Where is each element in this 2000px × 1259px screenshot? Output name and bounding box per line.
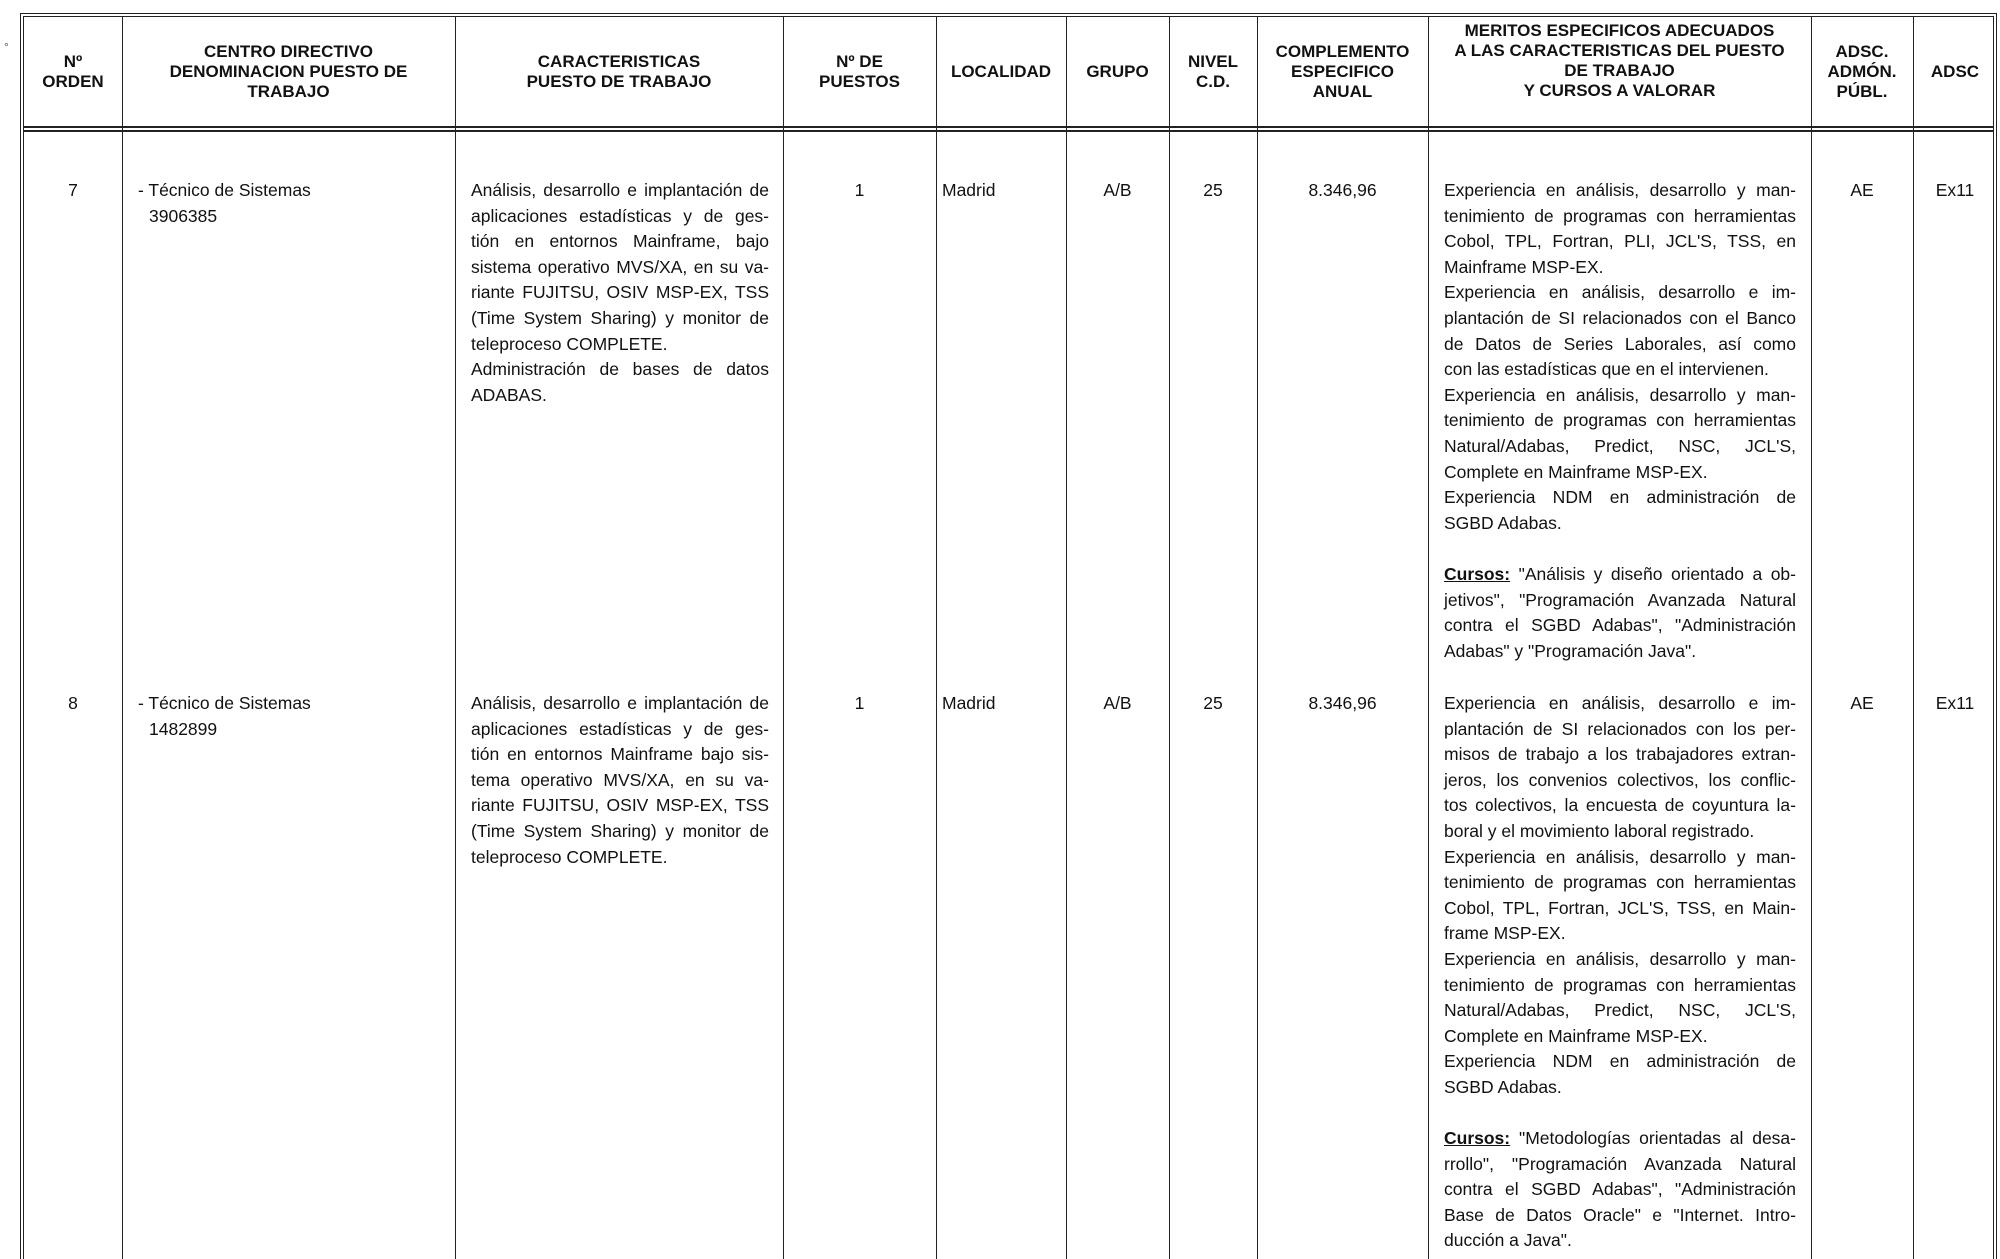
localidad-value: Madrid	[942, 180, 996, 200]
col-divider	[936, 17, 937, 1259]
puesto-cell	[138, 178, 438, 229]
text-line: ducción a Java".	[1444, 1230, 1572, 1251]
col-divider	[455, 17, 456, 1259]
text-line: Natural/Adabas, Predict, NSC, JCL'S,	[1444, 435, 1796, 456]
text-line: tión en entornos Mainframe, bajo	[471, 231, 769, 252]
puesto-title: - Técnico de Sistemas	[138, 180, 311, 200]
text-line: Experiencia NDM en administración de	[1444, 1051, 1796, 1072]
table-frame	[20, 13, 1997, 1259]
adsc-admon-value: AE	[1850, 180, 1874, 200]
text-line: tenimiento de programas con herramientas	[1444, 974, 1796, 995]
text-line: jeros, los convenios colectivos, los conflic-	[1444, 769, 1796, 790]
cursos-first-line: Cursos: "Metodologías orientadas al desa-	[1444, 1128, 1796, 1149]
text-line: Complete en Mainframe MSP-EX.	[1444, 1025, 1708, 1046]
puesto-code: 1482899	[149, 718, 218, 739]
adsc-value: Ex11	[1935, 693, 1975, 713]
text-line: jetivos", "Programación Avanzada Natural	[1444, 589, 1796, 610]
text-line: aplicaciones estadísticas y de ges-	[471, 205, 769, 226]
text-line: frame MSP-EX.	[1444, 923, 1566, 944]
header-grupo: GRUPO	[1086, 61, 1149, 81]
text-line: tenimiento de programas con herramientas	[1444, 205, 1796, 226]
text-line: contra el SGBD Adabas", "Administración	[1444, 1179, 1796, 1200]
text-line: ADABAS.	[471, 384, 547, 405]
localidad-value: Madrid	[942, 693, 996, 713]
adsc-value: Ex11	[1935, 180, 1975, 200]
text-line: (Time System Sharing) y monitor de	[471, 307, 769, 328]
text-line: Análisis, desarrollo e implantación de	[471, 693, 769, 713]
text-line: Experiencia en análisis, desarrollo e im-	[1444, 693, 1796, 713]
text-line: Administración de bases de datos	[471, 359, 769, 380]
header-separator	[24, 126, 1993, 132]
col-divider	[122, 17, 123, 1259]
header-caracteristicas: CARACTERISTICAS PUESTO DE TRABAJO	[526, 51, 712, 91]
text-line: tenimiento de programas con herramientas	[1444, 410, 1796, 431]
meritos-cell	[1444, 691, 1796, 1254]
puestos-value: 1	[854, 180, 865, 200]
meritos-text	[1444, 691, 1796, 1101]
cursos-label: Cursos:	[1444, 1128, 1511, 1149]
text-line: de Datos de Series Laborales, así como	[1444, 333, 1796, 354]
text-line: SGBD Adabas.	[1444, 1076, 1562, 1097]
header-complemento: COMPLEMENTO ESPECIFICO ANUAL	[1275, 41, 1410, 101]
puestos-value: 1	[854, 693, 865, 713]
adsc-admon-value: AE	[1850, 693, 1874, 713]
text-line: Complete en Mainframe MSP-EX.	[1444, 461, 1708, 482]
text-line: teleproceso COMPLETE.	[471, 333, 668, 354]
cursos-first-line: Cursos: "Análisis y diseño orientado a ob-	[1444, 563, 1796, 584]
caracteristicas-cell	[471, 691, 769, 870]
text-line: Adabas" y "Programación Java".	[1444, 640, 1697, 661]
text-line: Cobol, TPL, Fortran, JCL'S, TSS, en Main-	[1444, 897, 1796, 918]
puesto-code: 3906385	[149, 205, 218, 226]
complemento-value: 8.346,96	[1308, 180, 1377, 200]
text-line: riante FUJITSU, OSIV MSP-EX, TSS	[471, 282, 769, 303]
grupo-value: A/B	[1103, 693, 1132, 713]
text-line: Cobol, TPL, Fortran, PLI, JCL'S, TSS, en	[1444, 231, 1796, 252]
text-line: misos de trabajo a los trabajadores extran-	[1444, 744, 1796, 765]
meritos-cell	[1444, 178, 1796, 664]
text-line: Natural/Adabas, Predict, NSC, JCL'S,	[1444, 1000, 1796, 1021]
text-line: tenimiento de programas con herramientas	[1444, 872, 1796, 893]
text-line: Experiencia en análisis, desarrollo y man-	[1444, 180, 1796, 200]
text-line: sistema operativo MVS/XA, en su va-	[471, 256, 769, 277]
cursos-block	[1444, 562, 1796, 664]
text-line: Experiencia en análisis, desarrollo y man-	[1444, 948, 1796, 969]
text-line: aplicaciones estadísticas y de ges-	[471, 718, 769, 739]
puesto-title: - Técnico de Sistemas	[138, 693, 311, 713]
text-line: Base de Datos Oracle" e "Internet. Intro-	[1444, 1204, 1796, 1225]
header-num-puestos: Nº DE PUESTOS	[819, 51, 900, 91]
caracteristicas-cell	[471, 178, 769, 408]
meritos-text	[1444, 178, 1796, 536]
header-localidad: LOCALIDAD	[950, 61, 1052, 81]
text-line: boral y el movimiento laboral registrado.	[1444, 820, 1755, 841]
puesto-cell	[138, 691, 438, 742]
orden-value: 8	[68, 693, 78, 713]
text-line: plantación de SI relacionados con el Banco	[1444, 307, 1796, 328]
text-line: rrollo", "Programación Avanzada Natural	[1444, 1153, 1796, 1174]
text-line: Mainframe MSP-EX.	[1444, 256, 1604, 277]
text-line: Análisis, desarrollo e implantación de	[471, 180, 769, 200]
text-line: plantación de SI relacionados con los per-	[1444, 718, 1796, 739]
nivel-value: 25	[1203, 693, 1223, 713]
text-line: Experiencia en análisis, desarrollo y man-	[1444, 384, 1796, 405]
corner-mark: °	[4, 40, 9, 54]
header-adsc-admon: ADSC. ADMÓN. PÚBL.	[1827, 41, 1897, 101]
header-centro-directivo: CENTRO DIRECTIVO DENOMINACION PUESTO DE TRABAJO	[169, 41, 408, 101]
text-line: SGBD Adabas.	[1444, 512, 1562, 533]
header-orden: Nº ORDEN	[42, 51, 104, 91]
text-line: Experiencia en análisis, desarrollo y man-	[1444, 846, 1796, 867]
header-nivel: NIVEL C.D.	[1187, 51, 1239, 91]
header-meritos: MERITOS ESPECIFICOS ADECUADOS A LAS CARACTERISTICAS DEL PUESTO DE TRABAJO Y CURSOS A VALORAR	[1454, 21, 1785, 100]
header-adsc: ADSC	[1930, 61, 1980, 81]
text-line: Experiencia NDM en administración de	[1444, 487, 1796, 508]
col-divider	[1428, 17, 1429, 1259]
text-line: (Time System Sharing) y monitor de	[471, 820, 769, 841]
text-line: contra el SGBD Adabas", "Administración	[1444, 615, 1796, 636]
text-line: teleproceso COMPLETE.	[471, 846, 668, 867]
text-line: tema operativo MVS/XA, en su va-	[471, 769, 769, 790]
orden-value: 7	[68, 180, 78, 200]
complemento-value: 8.346,96	[1308, 693, 1377, 713]
text-line: Experiencia en análisis, desarrollo e im-	[1444, 282, 1796, 303]
text-line: con las estadísticas que en el intervienen.	[1444, 359, 1769, 380]
grupo-value: A/B	[1103, 180, 1132, 200]
text-line: tos colectivos, la encuesta de coyuntura la-	[1444, 795, 1796, 816]
text-line: riante FUJITSU, OSIV MSP-EX, TSS	[471, 795, 769, 816]
cursos-block	[1444, 1126, 1796, 1254]
text-line: tión en entornos Mainframe bajo sis-	[471, 744, 769, 765]
cursos-label: Cursos:	[1444, 563, 1511, 584]
nivel-value: 25	[1203, 180, 1223, 200]
